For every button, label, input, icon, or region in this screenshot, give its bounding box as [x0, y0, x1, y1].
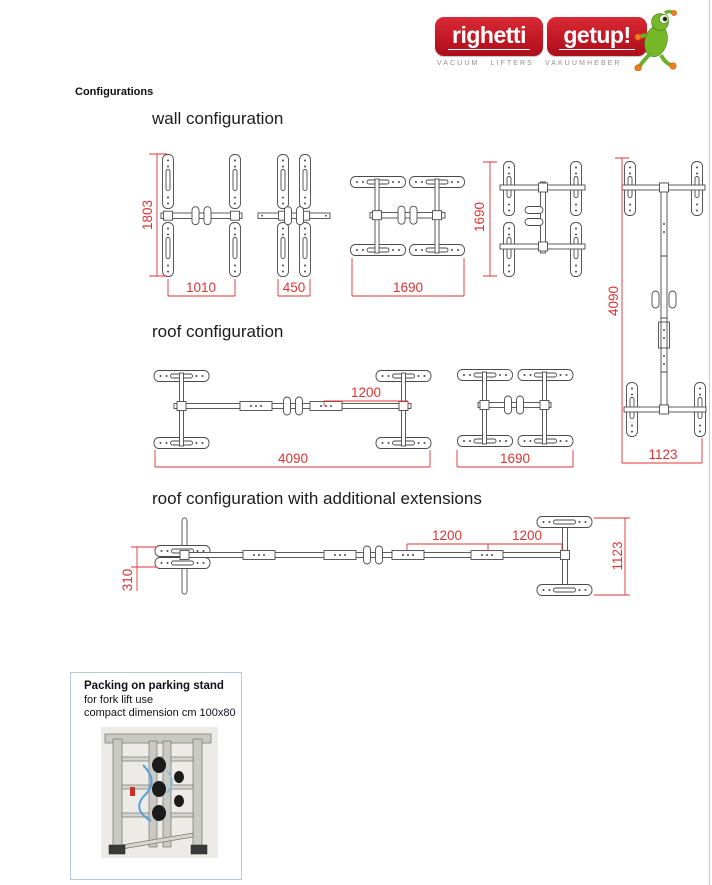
roof-config-drawing-1 [154, 371, 431, 468]
dim-label-wall-height: 1803 [140, 199, 155, 231]
section-title-roof-extensions: roof configuration with additional extensions [152, 489, 482, 508]
dim-label-tall-height: 4090 [606, 285, 621, 317]
packing-info-box [70, 672, 242, 880]
wall-config-drawing-4 [472, 162, 585, 277]
dim-label-wall-height-2: 1690 [472, 201, 487, 233]
parking-stand-photo [101, 727, 218, 858]
roof-config-drawing-2 [457, 370, 573, 468]
brand-tagline: VACUUM LIFTERS VAKUUMHEBER [437, 60, 622, 67]
dim-label-roof-width: 1690 [499, 451, 531, 466]
packing-title: Packing on parking stand [84, 680, 224, 692]
wall-config-drawing-tall [606, 158, 706, 463]
roof-extensions-drawing [120, 517, 630, 596]
wall-config-drawing-2 [258, 155, 330, 297]
dim-label-roof-offset: 1200 [350, 385, 382, 400]
section-title-roof: roof configuration [152, 322, 284, 341]
dim-label-ext-width: 1123 [610, 541, 625, 571]
dim-label-roof-length: 4090 [277, 451, 309, 466]
page-edge-divider [709, 0, 710, 885]
dim-label-ext-seg-2: 1200 [511, 528, 543, 543]
dim-label-wall-width-3: 1690 [392, 280, 424, 295]
righetti-logo-text: righetti [452, 22, 526, 48]
dim-label-tall-width: 1123 [648, 447, 678, 462]
wall-config-drawing-3 [351, 177, 465, 297]
page-title: Configurations [75, 86, 154, 98]
dim-label-ext-pad-spacing: 310 [120, 568, 135, 592]
packing-line-2: compact dimension cm 100x80 [84, 707, 236, 719]
getup-logo-text: getup! [563, 22, 631, 48]
packing-line-1: for fork lift use [84, 694, 154, 706]
wall-config-drawing-1 [140, 154, 242, 296]
dim-label-wall-width-1: 1010 [185, 280, 217, 295]
dim-label-wall-width-2: 450 [282, 280, 306, 295]
section-title-wall: wall configuration [152, 109, 284, 128]
dim-label-ext-seg-1: 1200 [431, 528, 463, 543]
